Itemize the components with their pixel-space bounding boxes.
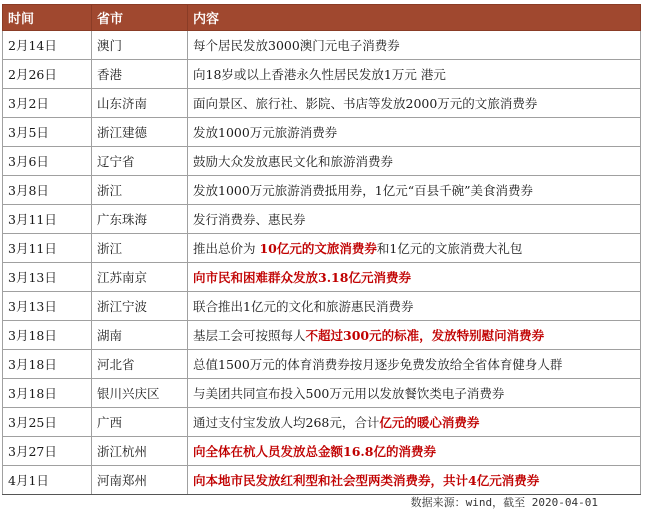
cell-content bbox=[188, 89, 641, 118]
cell-date: 3月18日 bbox=[3, 321, 92, 350]
consumption-voucher-table-wrapper bbox=[2, 4, 642, 495]
content-text: 推出总价为 bbox=[193, 241, 260, 256]
cell-date: 3月18日 bbox=[3, 379, 92, 408]
consumption-voucher-table bbox=[2, 4, 641, 495]
cell-date: 3月11日 bbox=[3, 205, 92, 234]
content-text: 每个居民发放3000澳门元电子消费券 bbox=[193, 38, 400, 53]
content-highlight: 亿元的暖心消费券 bbox=[379, 415, 480, 430]
cell-content bbox=[188, 31, 641, 60]
cell-content bbox=[188, 176, 641, 205]
table-row bbox=[3, 263, 641, 292]
table-row bbox=[3, 321, 641, 350]
content-text: 发放1000万元旅游消费券 bbox=[193, 125, 338, 140]
content-text: 发放1000万元旅游消费抵用券，1亿元“百县千碗”美食消费券 bbox=[193, 183, 534, 198]
cell-content bbox=[188, 321, 641, 350]
table-row bbox=[3, 292, 641, 321]
content-text: 鼓励大众发放惠民文化和旅游消费券 bbox=[193, 154, 394, 169]
cell-date: 2月26日 bbox=[3, 60, 92, 89]
content-text: 联合推出1亿元的文化和旅游惠民消费券 bbox=[193, 299, 414, 314]
content-text: 向18岁或以上香港永久性居民发放1万元 港元 bbox=[193, 67, 446, 82]
table-row bbox=[3, 466, 641, 495]
cell-content bbox=[188, 60, 641, 89]
cell-place: 浙江 bbox=[92, 176, 188, 205]
cell-place: 广东珠海 bbox=[92, 205, 188, 234]
cell-date: 3月11日 bbox=[3, 234, 92, 263]
cell-place: 浙江建德 bbox=[92, 118, 188, 147]
content-highlight: 向本地市民发放红利型和社会型两类消费券，共计4亿元消费券 bbox=[193, 473, 540, 488]
content-highlight: 向全体在杭人员发放总金额16.8亿的消费券 bbox=[193, 444, 436, 459]
header-content: 内容 bbox=[188, 5, 641, 31]
cell-date: 3月6日 bbox=[3, 147, 92, 176]
cell-place: 浙江杭州 bbox=[92, 437, 188, 466]
content-highlight: 向市民和困难群众发放3.18亿元消费券 bbox=[193, 270, 411, 285]
table-row bbox=[3, 89, 641, 118]
table-row bbox=[3, 60, 641, 89]
table-row bbox=[3, 437, 641, 466]
cell-content bbox=[188, 147, 641, 176]
cell-date: 3月13日 bbox=[3, 292, 92, 321]
content-text: 基层工会可按照每人 bbox=[193, 328, 306, 343]
cell-content bbox=[188, 408, 641, 437]
cell-place: 江苏南京 bbox=[92, 263, 188, 292]
content-highlight: 10亿元的文旅消费券 bbox=[259, 241, 377, 256]
cell-content bbox=[188, 118, 641, 147]
cell-content bbox=[188, 205, 641, 234]
content-text: 通过支付宝发放人均268元，合计 bbox=[193, 415, 380, 430]
content-text: 面向景区、旅行社、影院、书店等发放2000万元的文旅消费券 bbox=[193, 96, 538, 111]
cell-date: 3月18日 bbox=[3, 350, 92, 379]
source-note: 数据来源：wind，截至 2020-04-01 bbox=[410, 496, 598, 509]
cell-place: 河北省 bbox=[92, 350, 188, 379]
cell-content bbox=[188, 379, 641, 408]
content-text: 和1亿元的文旅消费大礼包 bbox=[376, 241, 523, 256]
cell-place: 浙江 bbox=[92, 234, 188, 263]
cell-content bbox=[188, 234, 641, 263]
header-province-city: 省市 bbox=[92, 5, 188, 31]
cell-place: 浙江宁波 bbox=[92, 292, 188, 321]
cell-place: 山东济南 bbox=[92, 89, 188, 118]
cell-place: 河南郑州 bbox=[92, 466, 188, 495]
cell-content bbox=[188, 466, 641, 495]
cell-content bbox=[188, 350, 641, 379]
table-row bbox=[3, 350, 641, 379]
table-row bbox=[3, 176, 641, 205]
cell-content bbox=[188, 292, 641, 321]
table-row bbox=[3, 379, 641, 408]
cell-date: 3月2日 bbox=[3, 89, 92, 118]
cell-place: 香港 bbox=[92, 60, 188, 89]
cell-content bbox=[188, 263, 641, 292]
header-date: 时间 bbox=[3, 5, 92, 31]
content-text: 与美团共同宣布投入500万元用以发放餐饮类电子消费券 bbox=[193, 386, 505, 401]
cell-place: 广西 bbox=[92, 408, 188, 437]
cell-date: 3月27日 bbox=[3, 437, 92, 466]
table-row bbox=[3, 118, 641, 147]
cell-date: 4月1日 bbox=[3, 466, 92, 495]
table-row bbox=[3, 234, 641, 263]
content-text: 发行消费券、惠民券 bbox=[193, 212, 306, 227]
content-highlight: 不超过300元的标准，发放特别慰问消费券 bbox=[305, 328, 545, 343]
table-header-row bbox=[3, 5, 641, 31]
table-row bbox=[3, 31, 641, 60]
table-row bbox=[3, 205, 641, 234]
cell-place: 澳门 bbox=[92, 31, 188, 60]
cell-date: 2月14日 bbox=[3, 31, 92, 60]
table-row bbox=[3, 147, 641, 176]
content-text: 总值1500万元的体育消费券按月逐步免费发放给全省体育健身人群 bbox=[193, 357, 563, 372]
table-body bbox=[3, 31, 641, 495]
table-row bbox=[3, 408, 641, 437]
cell-content bbox=[188, 437, 641, 466]
cell-date: 3月13日 bbox=[3, 263, 92, 292]
cell-place: 辽宁省 bbox=[92, 147, 188, 176]
cell-date: 3月8日 bbox=[3, 176, 92, 205]
cell-place: 湖南 bbox=[92, 321, 188, 350]
cell-place: 银川兴庆区 bbox=[92, 379, 188, 408]
cell-date: 3月5日 bbox=[3, 118, 92, 147]
cell-date: 3月25日 bbox=[3, 408, 92, 437]
